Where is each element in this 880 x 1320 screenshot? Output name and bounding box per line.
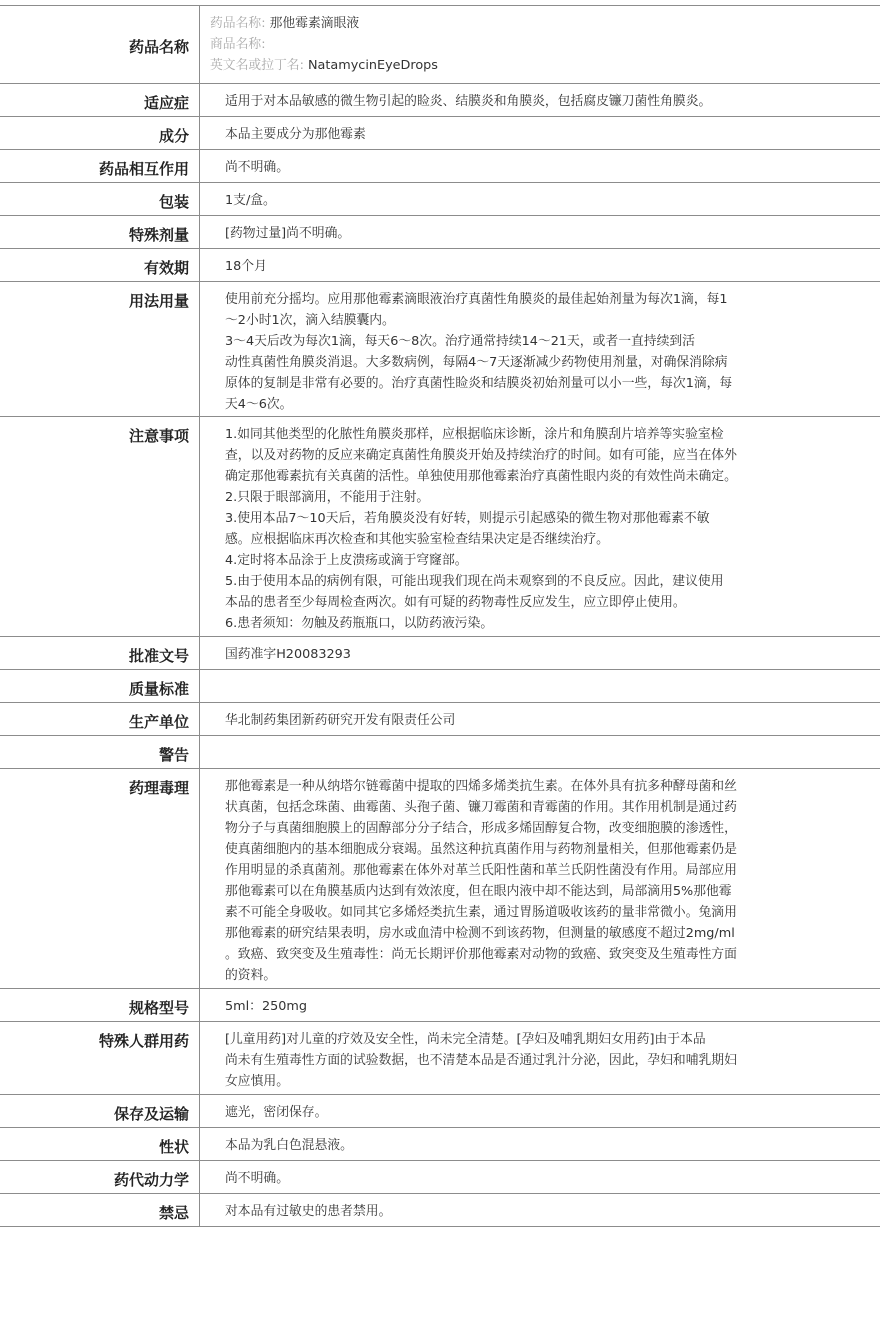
text-line: [药物过量]尚不明确。 <box>225 226 351 241</box>
text-line: 对本品有过敏史的患者禁用。 <box>225 1204 392 1219</box>
row-spec <box>0 989 880 1022</box>
drug-info-table <box>0 5 880 1227</box>
row-manufacturer <box>0 703 880 736</box>
text-line: 1.如同其他类型的化脓性角膜炎那样，应根据临床诊断，涂片和角膜刮片培养等实验室检 <box>225 427 724 442</box>
english-name-line <box>210 56 860 77</box>
row-validity <box>0 249 880 282</box>
text-line: 状真菌，包括念珠菌、曲霉菌、头孢子菌、镰刀霉菌和青霉菌的作用。其作用机制是通过药 <box>225 800 737 815</box>
trade-name-line <box>210 35 860 56</box>
text-line: 2.只限于眼部滴用，不能用于注射。 <box>225 490 430 505</box>
text-line: 18个月 <box>225 259 267 274</box>
text-line: 原体的复制是非常有必要的。治疗真菌性睑炎和结膜炎初始剂量可以小一些，每次1滴，每 <box>225 376 733 391</box>
row-label: 特殊人群用药 <box>0 1022 200 1094</box>
text-line: 适用于对本品敏感的微生物引起的睑炎、结膜炎和角膜炎，包括腐皮镰刀菌性角膜炎。 <box>225 94 712 109</box>
text-line: 确定那他霉素抗有关真菌的活性。单独使用那他霉素治疗真菌性眼内炎的有效性尚未确定。 <box>225 469 737 484</box>
text-line: 华北制药集团新药研究开发有限责任公司 <box>225 713 456 728</box>
row-value <box>200 769 880 988</box>
row-value <box>200 282 880 416</box>
text-line: 的资料。 <box>225 968 277 983</box>
row-label: 警告 <box>0 736 200 768</box>
row-label: 质量标准 <box>0 670 200 702</box>
row-warning <box>0 736 880 769</box>
row-ingredients <box>0 117 880 150</box>
text-line: 国药准字H20083293 <box>225 647 351 662</box>
row-label: 性状 <box>0 1128 200 1160</box>
text-line: 5.由于使用本品的病例有限，可能出现我们现在尚未观察到的不良反应。因此，建议使用 <box>225 574 724 589</box>
row-contraindications <box>0 1194 880 1227</box>
row-value <box>200 736 880 768</box>
text-line: 那他霉素可以在角膜基质内达到有效浓度，但在眼内液中却不能达到，局部滴用5%那他霉 <box>225 884 732 899</box>
row-value <box>200 703 880 735</box>
row-usage <box>0 282 880 417</box>
row-value <box>200 670 880 702</box>
text-line: 4.定时将本品涂于上皮溃疡或滴于穹窿部。 <box>225 553 468 568</box>
text-line: 天4～6次。 <box>225 397 293 412</box>
row-label: 用法用量 <box>0 282 200 416</box>
row-value <box>200 989 880 1021</box>
text-line: 本品主要成分为那他霉素 <box>225 127 366 142</box>
text-line: ～2小时1次，滴入结膜囊内。 <box>225 313 395 328</box>
row-pharmacology <box>0 769 880 989</box>
row-value <box>200 216 880 248</box>
row-interactions <box>0 150 880 183</box>
text-line: 本品的患者至少每周检查两次。如有可疑的药物毒性反应发生，应立即停止使用。 <box>225 595 686 610</box>
text-line: 感。应根据临床再次检查和其他实验室检查结果决定是否继续治疗。 <box>225 532 609 547</box>
text-line: 物分子与真菌细胞膜上的固醇部分分子结合，形成多烯固醇复合物，改变细胞膜的渗透性， <box>225 821 737 836</box>
english-name-label: 英文名或拉丁名: <box>210 58 304 73</box>
row-label: 禁忌 <box>0 1194 200 1226</box>
text-line: 。致癌、致突变及生殖毒性：尚无长期评价那他霉素对动物的致癌、致突变及生殖毒性方面 <box>225 947 737 962</box>
text-line <box>225 677 785 698</box>
row-approval <box>0 637 880 670</box>
row-packaging <box>0 183 880 216</box>
row-value <box>200 183 880 215</box>
row-value <box>200 6 880 83</box>
row-special-population <box>0 1022 880 1095</box>
row-label: 包装 <box>0 183 200 215</box>
text-line: 查，以及对药物的反应来确定真菌性角膜炎开始及持续治疗的时间。如有可能，应当在体外 <box>225 448 737 463</box>
row-value <box>200 249 880 281</box>
text-line: 6.患者须知：勿触及药瓶瓶口，以防药液污染。 <box>225 616 494 631</box>
row-label: 药代动力学 <box>0 1161 200 1193</box>
text-line: 3.使用本品7～10天后，若角膜炎没有好转，则提示引起感染的微生物对那他霉素不敏 <box>225 511 710 526</box>
row-precautions <box>0 417 880 637</box>
text-line: 动性真菌性角膜炎消退。大多数病例，每隔4～7天逐渐减少药物使用剂量，对确保消除病 <box>225 355 728 370</box>
row-appearance <box>0 1128 880 1161</box>
text-line: 女应慎用。 <box>225 1074 289 1089</box>
text-line: 遮光，密闭保存。 <box>225 1105 328 1120</box>
text-line: 那他霉素是一种从纳塔尔链霉菌中提取的四烯多烯类抗生素。在体外具有抗多种酵母菌和丝 <box>225 779 737 794</box>
row-label: 注意事项 <box>0 417 200 636</box>
row-value <box>200 637 880 669</box>
row-label: 保存及运输 <box>0 1095 200 1127</box>
row-label: 特殊剂量 <box>0 216 200 248</box>
row-label: 成分 <box>0 117 200 149</box>
text-line: 作用明显的杀真菌剂。那他霉素在体外对革兰氏阳性菌和革兰氏阴性菌没有作用。局部应用 <box>225 863 737 878</box>
row-special-dose <box>0 216 880 249</box>
row-label: 适应症 <box>0 84 200 116</box>
text-line: 5ml：250mg <box>225 999 307 1014</box>
row-value <box>200 417 880 636</box>
generic-name-line <box>210 14 860 35</box>
text-line: 使用前充分摇均。应用那他霉素滴眼液治疗真菌性角膜炎的最佳起始剂量为每次1滴，每1 <box>225 292 728 307</box>
text-line: 本品为乳白色混悬液。 <box>225 1138 353 1153</box>
row-indication <box>0 84 880 117</box>
row-value <box>200 1022 880 1094</box>
english-name-value: NatamycinEyeDrops <box>307 58 438 73</box>
row-value <box>200 84 880 116</box>
row-label: 生产单位 <box>0 703 200 735</box>
row-label: 批准文号 <box>0 637 200 669</box>
row-value <box>200 1194 880 1226</box>
row-value <box>200 1095 880 1127</box>
row-value <box>200 1161 880 1193</box>
text-line: 使真菌细胞内的基本细胞成分衰竭。虽然这种抗真菌作用与药物剂量相关，但那他霉素仍是 <box>225 842 737 857</box>
generic-name-label: 药品名称: <box>210 16 266 31</box>
generic-name-value: 那他霉素滴眼液 <box>269 16 360 31</box>
text-line: 1支/盒。 <box>225 193 276 208</box>
row-pharmacokinetics <box>0 1161 880 1194</box>
row-value <box>200 150 880 182</box>
row-drug-name <box>0 5 880 84</box>
row-label: 药品名称 <box>0 6 200 83</box>
row-label: 药理毒理 <box>0 769 200 988</box>
text-line: 尚未有生殖毒性方面的试验数据，也不清楚本品是否通过乳汁分泌，因此，孕妇和哺乳期妇 <box>225 1053 737 1068</box>
text-line: [儿童用药]对儿童的疗效及安全性，尚未完全清楚。[孕妇及哺乳期妇女用药]由于本品 <box>225 1032 706 1047</box>
text-line: 素不可能全身吸收。如同其它多烯烃类抗生素，通过胃肠道吸收该药的量非常微小。兔滴用 <box>225 905 737 920</box>
row-storage <box>0 1095 880 1128</box>
text-line: 3～4天后改为每次1滴，每天6～8次。治疗通常持续14～21天，或者一直持续到活 <box>225 334 695 349</box>
text-line: 尚不明确。 <box>225 1171 289 1186</box>
text-line: 尚不明确。 <box>225 160 289 175</box>
text-line: 那他霉素的研究结果表明，房水或血清中检测不到该药物，但测量的敏感度不超过2mg/ml <box>225 926 735 941</box>
trade-name-label: 商品名称: <box>210 37 266 52</box>
row-label: 药品相互作用 <box>0 150 200 182</box>
row-value <box>200 117 880 149</box>
row-value <box>200 1128 880 1160</box>
text-line <box>225 743 785 764</box>
row-label: 规格型号 <box>0 989 200 1021</box>
row-standard <box>0 670 880 703</box>
row-label: 有效期 <box>0 249 200 281</box>
